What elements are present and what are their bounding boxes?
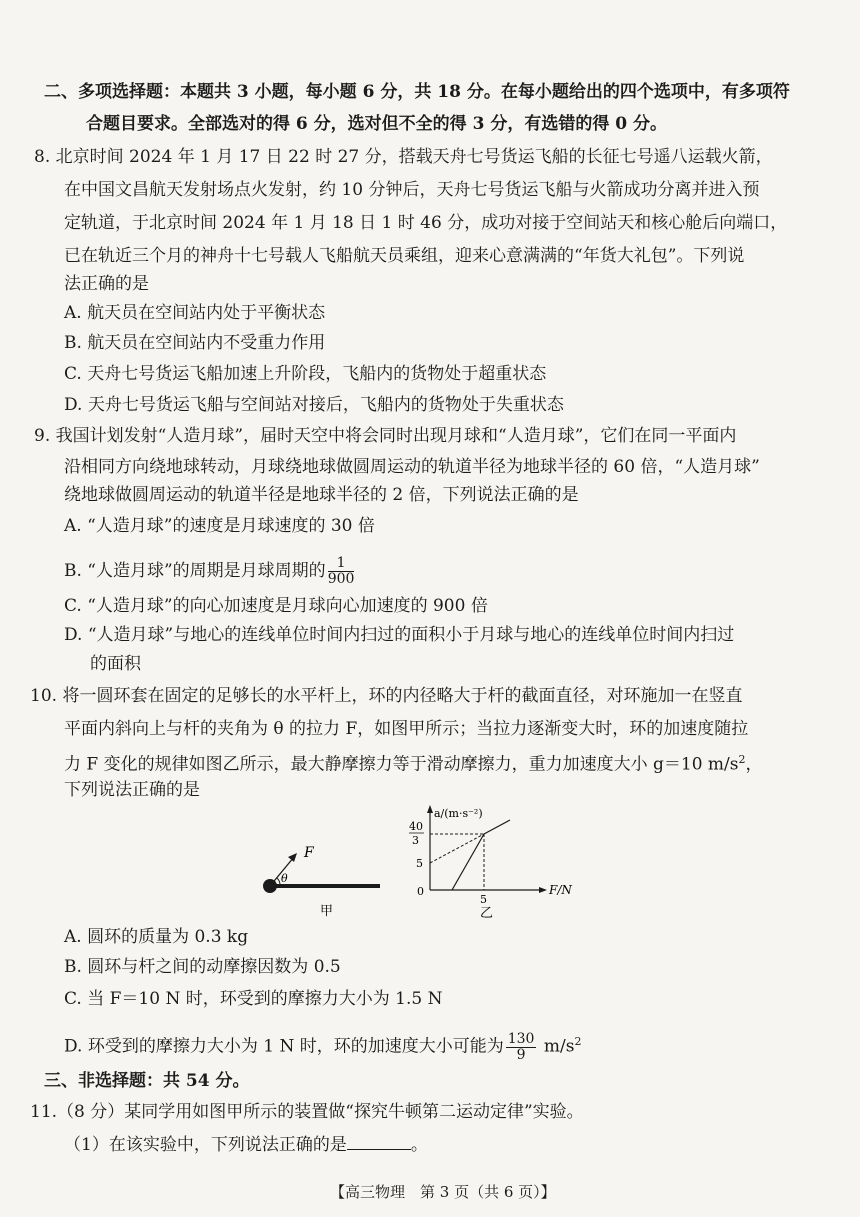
section-heading: 三、非选择题：共 54 分。 (44, 1071, 250, 1091)
y-arrow-icon (427, 805, 433, 813)
q11-sub1 (64, 1131, 428, 1157)
graph-line-shallow (484, 820, 510, 834)
figure-caption: 乙 (480, 906, 494, 921)
q9-line: 9. 我国计划发射“人造月球”，届时天空中将会同时出现月球和“人造月球”，它们在同一平面内 (34, 426, 737, 446)
x-axis-label: F/N (549, 883, 572, 897)
q11-sub1-end: 。 (410, 1135, 428, 1155)
q10-option-c: C. 当 F＝10 N 时，环受到的摩擦力大小为 1.5 N (64, 989, 443, 1009)
q10-line-text: 力 F 变化的规律如图乙所示，最大静摩擦力等于滑动摩擦力，重力加速度大小 g＝10 m/s (64, 754, 739, 775)
y-axis-label: a/(m·s⁻²) (434, 807, 483, 820)
q9-line: 绕地球做圆周运动的轨道半径是地球半径的 2 倍，下列说法正确的是 (64, 485, 579, 505)
figure-acceleration-graph (400, 803, 590, 923)
q9-option-d-cont: 的面积 (90, 654, 141, 674)
q8-option-c: C. 天舟七号货运飞船加速上升阶段，飞船内的货物处于超重状态 (64, 364, 547, 384)
q9-option-c: C. “人造月球”的向心加速度是月球向心加速度的 900 倍 (64, 596, 488, 616)
angle-label: θ (281, 872, 288, 885)
q10-line: 下列说法正确的是 (64, 780, 200, 800)
y-tick-denominator: 3 (412, 834, 419, 847)
section-heading-cont: 合题目要求。全部选对的得 6 分，选对但不全的得 3 分，有选错的得 0 分。 (86, 114, 667, 134)
q9-option-b (64, 556, 356, 587)
answer-blank[interactable] (347, 1131, 411, 1150)
graph-line-steep (452, 834, 484, 890)
figure-ring-on-rod (250, 835, 390, 925)
q8-line: 8. 北京时间 2024 年 1 月 17 日 22 时 27 分，搭载天舟七号货运飞船的长征七号遥八运载火箭， (34, 147, 773, 167)
x-arrow-icon (539, 887, 547, 893)
fraction-denominator: 9 (516, 1046, 526, 1063)
arrow-head-icon (288, 853, 297, 862)
force-label: F (304, 845, 314, 861)
q10-option-d (64, 1030, 581, 1063)
q9-option-b-text: B. “人造月球”的周期是月球周期的 (64, 561, 326, 581)
q10-option-b: B. 圆环与杆之间的动摩擦因数为 0.5 (64, 957, 341, 977)
q10-option-d-fraction (506, 1032, 537, 1063)
q10-line: 平面内斜向上与杆的夹角为 θ 的拉力 F，如图甲所示；当拉力逐渐变大时，环的加速度随拉 (64, 719, 749, 739)
x-tick-label: 5 (480, 893, 487, 906)
q8-option-b: B. 航天员在空间站内不受重力作用 (64, 333, 326, 353)
q11-sub1-text: （1）在该实验中，下列说法正确的是 (64, 1135, 347, 1155)
unit-text: m/s (538, 1036, 575, 1057)
q9-line: 沿相同方向绕地球转动，月球绕地球做圆周运动的轨道半径为地球半径的 60 倍，“人造月球” (64, 457, 760, 477)
q11-line: 11.（8 分）某同学用如图甲所示的装置做“探究牛顿第二运动定律”实验。 (30, 1102, 584, 1122)
fraction-numerator: 1 (328, 556, 355, 572)
q8-line: 定轨道，于北京时间 2024 年 1 月 18 日 1 时 46 分，成功对接于空间站天和核心舱后向端口， (64, 213, 788, 233)
q10-line (64, 748, 763, 777)
q8-line: 法正确的是 (64, 274, 149, 294)
q9-option-d: D. “人造月球”与地心的连线单位时间内扫过的面积小于月球与地心的连线单位时间内扫过 (64, 625, 735, 645)
q9-option-a: A. “人造月球”的速度是月球速度的 30 倍 (64, 516, 375, 536)
page-footer: 【高三物理 第 3 页（共 6 页）】 (330, 1183, 556, 1201)
origin-label: 0 (417, 885, 424, 898)
section-heading: 二、多项选择题：本题共 3 小题，每小题 6 分，共 18 分。在每小题给出的四个选项中，有多项符 (44, 82, 790, 102)
q10-option-d-text: D. 环受到的摩擦力大小为 1 N 时，环的加速度大小可能为 (64, 1036, 504, 1057)
q8-option-d: D. 天舟七号货运飞船与空间站对接后，飞船内的货物处于失重状态 (64, 395, 564, 415)
q9-option-b-fraction (328, 556, 355, 587)
q8-line: 已在轨近三个月的神舟十七号载人飞船航天员乘组，迎来心意满满的“年货大礼包”。下列说 (64, 246, 745, 266)
figure-caption: 甲 (320, 904, 334, 919)
fraction-denominator: 900 (327, 571, 355, 587)
exponent: 2 (738, 753, 746, 766)
exponent: 2 (574, 1035, 582, 1048)
y-tick-numerator: 40 (409, 820, 423, 833)
q8-option-a: A. 航天员在空间站内处于平衡状态 (64, 303, 326, 323)
q10-line: 10. 将一圆环套在固定的足够长的水平杆上，环的内径略大于杆的截面直径，对环施加一在竖直 (30, 686, 743, 706)
fraction-numerator: 130 (507, 1030, 535, 1047)
q8-line: 在中国文昌航天发射场点火发射，约 10 分钟后，天舟七号货运飞船与火箭成功分离并进入预 (64, 180, 760, 200)
q10-option-a: A. 圆环的质量为 0.3 kg (64, 927, 249, 947)
y-tick-label: 5 (416, 857, 423, 870)
q10-line-end: ， (745, 754, 763, 775)
